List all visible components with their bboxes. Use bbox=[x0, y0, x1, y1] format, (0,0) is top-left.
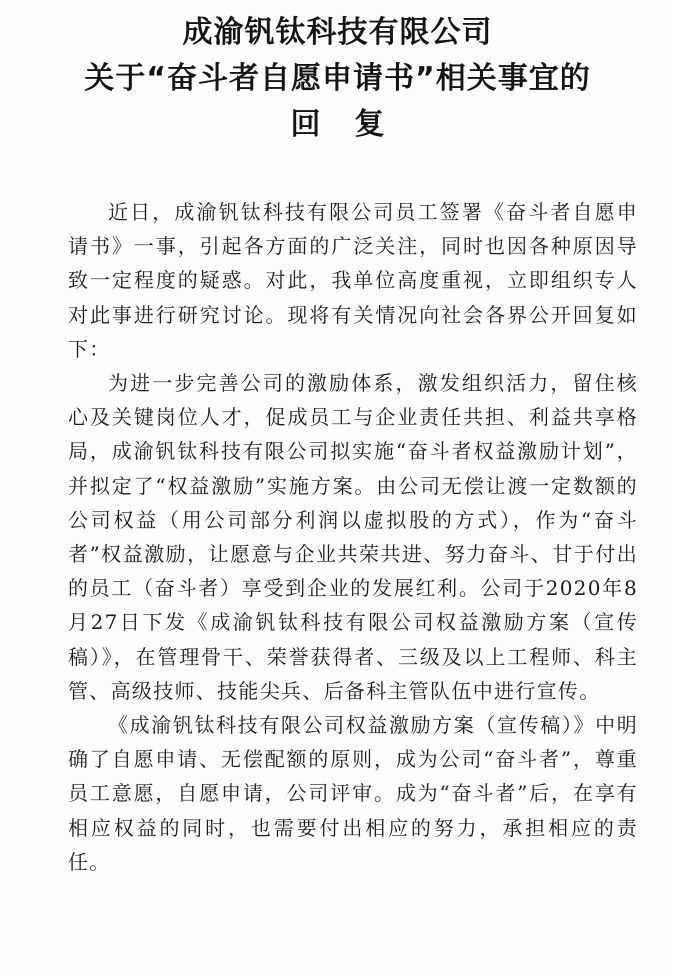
paragraph-incentive-plan: 为进一步完善公司的激励体系，激发组织活力，留住核心及关键岗位人才，促成员工与企业责任共担、利益共享格局，成渝钒钛科技有限公司拟实施“奋斗者权益激励计划”，并拟定了“权益激励”实施方案。由公司无偿让渡一定数额的公司权益（用公司部分利润以虚拟股的方式），作为“奋斗者”权益激励，让愿意与企业共荣共进、努力奋斗、甘于付出的员工（奋斗者）享受到企业的发展红利。公司于2020年8月27日下发《成渝钒钛科技有限公司权益激励方案（宣传稿）》，在管理骨干、荣誉获得者、三级及以上工程师、科主管、高级技师、技能尖兵、后备科主管队伍中进行宣传。 bbox=[68, 371, 638, 703]
document-title bbox=[0, 10, 675, 148]
document-body bbox=[68, 195, 638, 879]
reply-heading: 回复 bbox=[290, 107, 419, 142]
subject-heading: 关于“奋斗者自愿申请书”相关事宜的 bbox=[84, 61, 591, 96]
paragraph-intro: 近日，成渝钒钛科技有限公司员工签署《奋斗者自愿申请书》一事，引起各方面的广泛关注，同时也因各种原因导致一定程度的疑惑。对此，我单位高度重视，立即组织专人对此事进行研究讨论。现将有关情况向社会各界公开回复如下： bbox=[68, 200, 638, 361]
company-name-heading: 成渝钒钛科技有限公司 bbox=[182, 15, 493, 50]
paragraph-voluntary-principle: 《成渝钒钛科技有限公司权益激励方案（宣传稿）》中明确了自愿申请、无偿配额的原则，成为公司“奋斗者”，尊重员工意愿，自愿申请，公司评审。成为“奋斗者”后，在享有相应权益的同时，也需要付出相应的努力，承担相应的责任。 bbox=[68, 713, 638, 874]
